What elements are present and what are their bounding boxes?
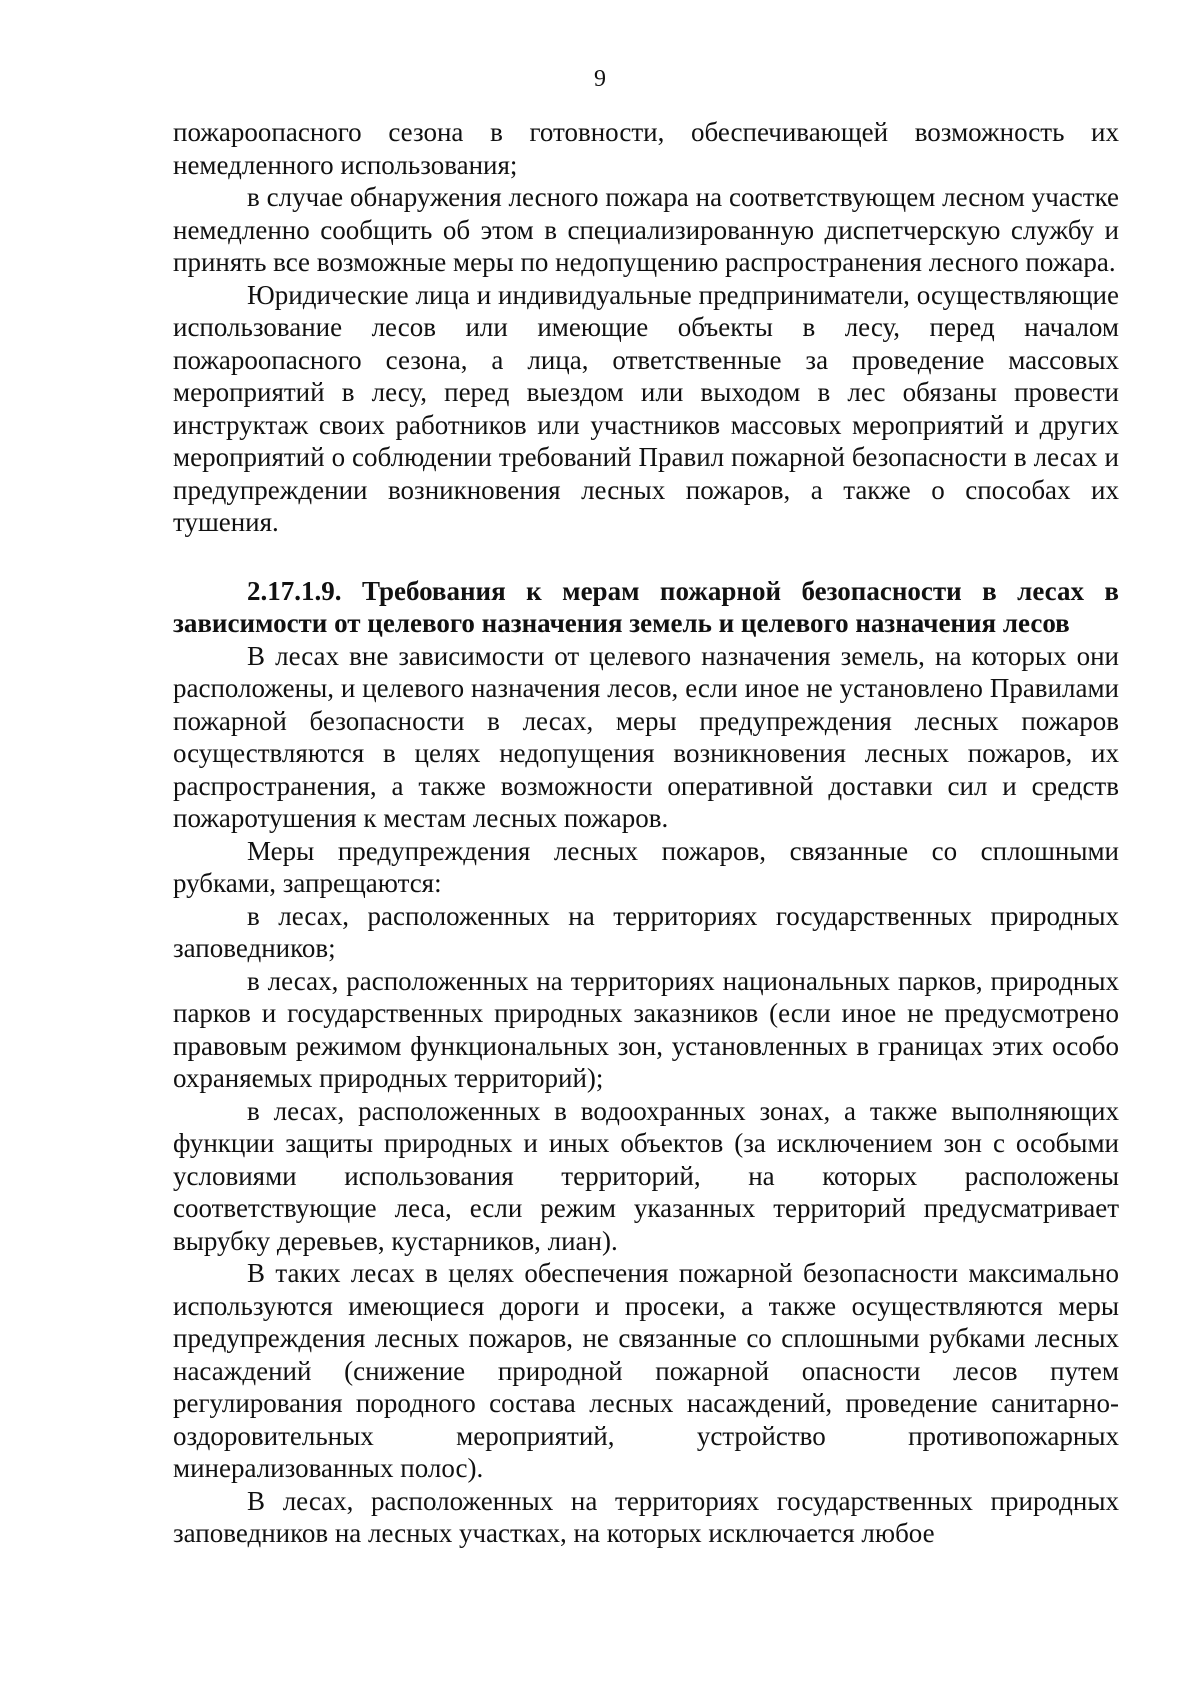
section-paragraph: В лесах вне зависимости от целевого назначения земель, на которых они расположены, и целевого назначения лесов, если иное не установлено Правилами пожарной безопасности в лесах, меры предупреждения лесных пожаров осуществляются в целях недопущения возникновения лесных пожаров, их распространения, а также возможности оперативной доставки сил и средств пожаротушения к местам лесных пожаров. <box>173 640 1119 833</box>
page-number: 9 <box>594 66 606 92</box>
paragraph-continuation: пожароопасного сезона в готовности, обеспечивающей возможность их немедленного использования; <box>173 117 1119 180</box>
section-paragraph: Меры предупреждения лесных пожаров, связанные со сплошными рубками, запрещаются: <box>173 835 1119 898</box>
section-paragraph: в лесах, расположенных на территориях национальных парков, природных парков и государственных природных заказников (если иное не предусмотрено правовым режимом функциональных зон, установленных в границах этих особо охраняемых природных территорий); <box>173 965 1119 1093</box>
section-heading: 2.17.1.9. Требования к мерам пожарной безопасности в лесах в зависимости от целевого назначения земель и целевого назначения лесов <box>173 575 1119 638</box>
section-paragraph: в лесах, расположенных в водоохранных зонах, а также выполняющих функции защиты природных и иных объектов (за исключением зон с особыми условиями использования территорий, на которых расположены соответствующие леса, если режим указанных территорий предусматривает вырубку деревьев, кустарников, лиан). <box>173 1095 1119 1256</box>
paragraph-fire-report: в случае обнаружения лесного пожара на соответствующем лесном участке немедленно сообщить об этом в специализированную диспетчерскую службу и принять все возможные меры по недопущению распространения лесного пожара. <box>173 182 1119 277</box>
paragraph-instruction: Юридические лица и индивидуальные предприниматели, осуществляющие использование лесов или имеющие объекты в лесу, перед началом пожароопасного сезона, а лица, ответственные за проведение массовых мероприятий в лесу, перед выездом или выходом в лес обязаны провести инструктаж своих работников или участников массовых мероприятий и других мероприятий о соблюдении требований Правил пожарной безопасности в лесах и предупреждении возникновения лесных пожаров, а также о способах их тушения. <box>173 279 1119 537</box>
section-paragraph: в лесах, расположенных на территориях государственных природных заповедников; <box>173 900 1119 963</box>
section-paragraph: В таких лесах в целях обеспечения пожарной безопасности максимально используются имеющиеся дороги и просеки, а также осуществляются меры предупреждения лесных пожаров, не связанные со сплошными рубками лесных насаждений (снижение природной пожарной опасности лесов путем регулирования породного состава лесных насаждений, проведение санитарно-оздоровительных мероприятий, устройство противопожарных минерализованных полос). <box>173 1258 1119 1483</box>
document-body <box>173 116 1119 1550</box>
section-paragraph: В лесах, расположенных на территориях государственных природных заповедников на лесных участках, на которых исключается любое <box>173 1485 1119 1548</box>
section-spacer <box>173 539 1119 575</box>
